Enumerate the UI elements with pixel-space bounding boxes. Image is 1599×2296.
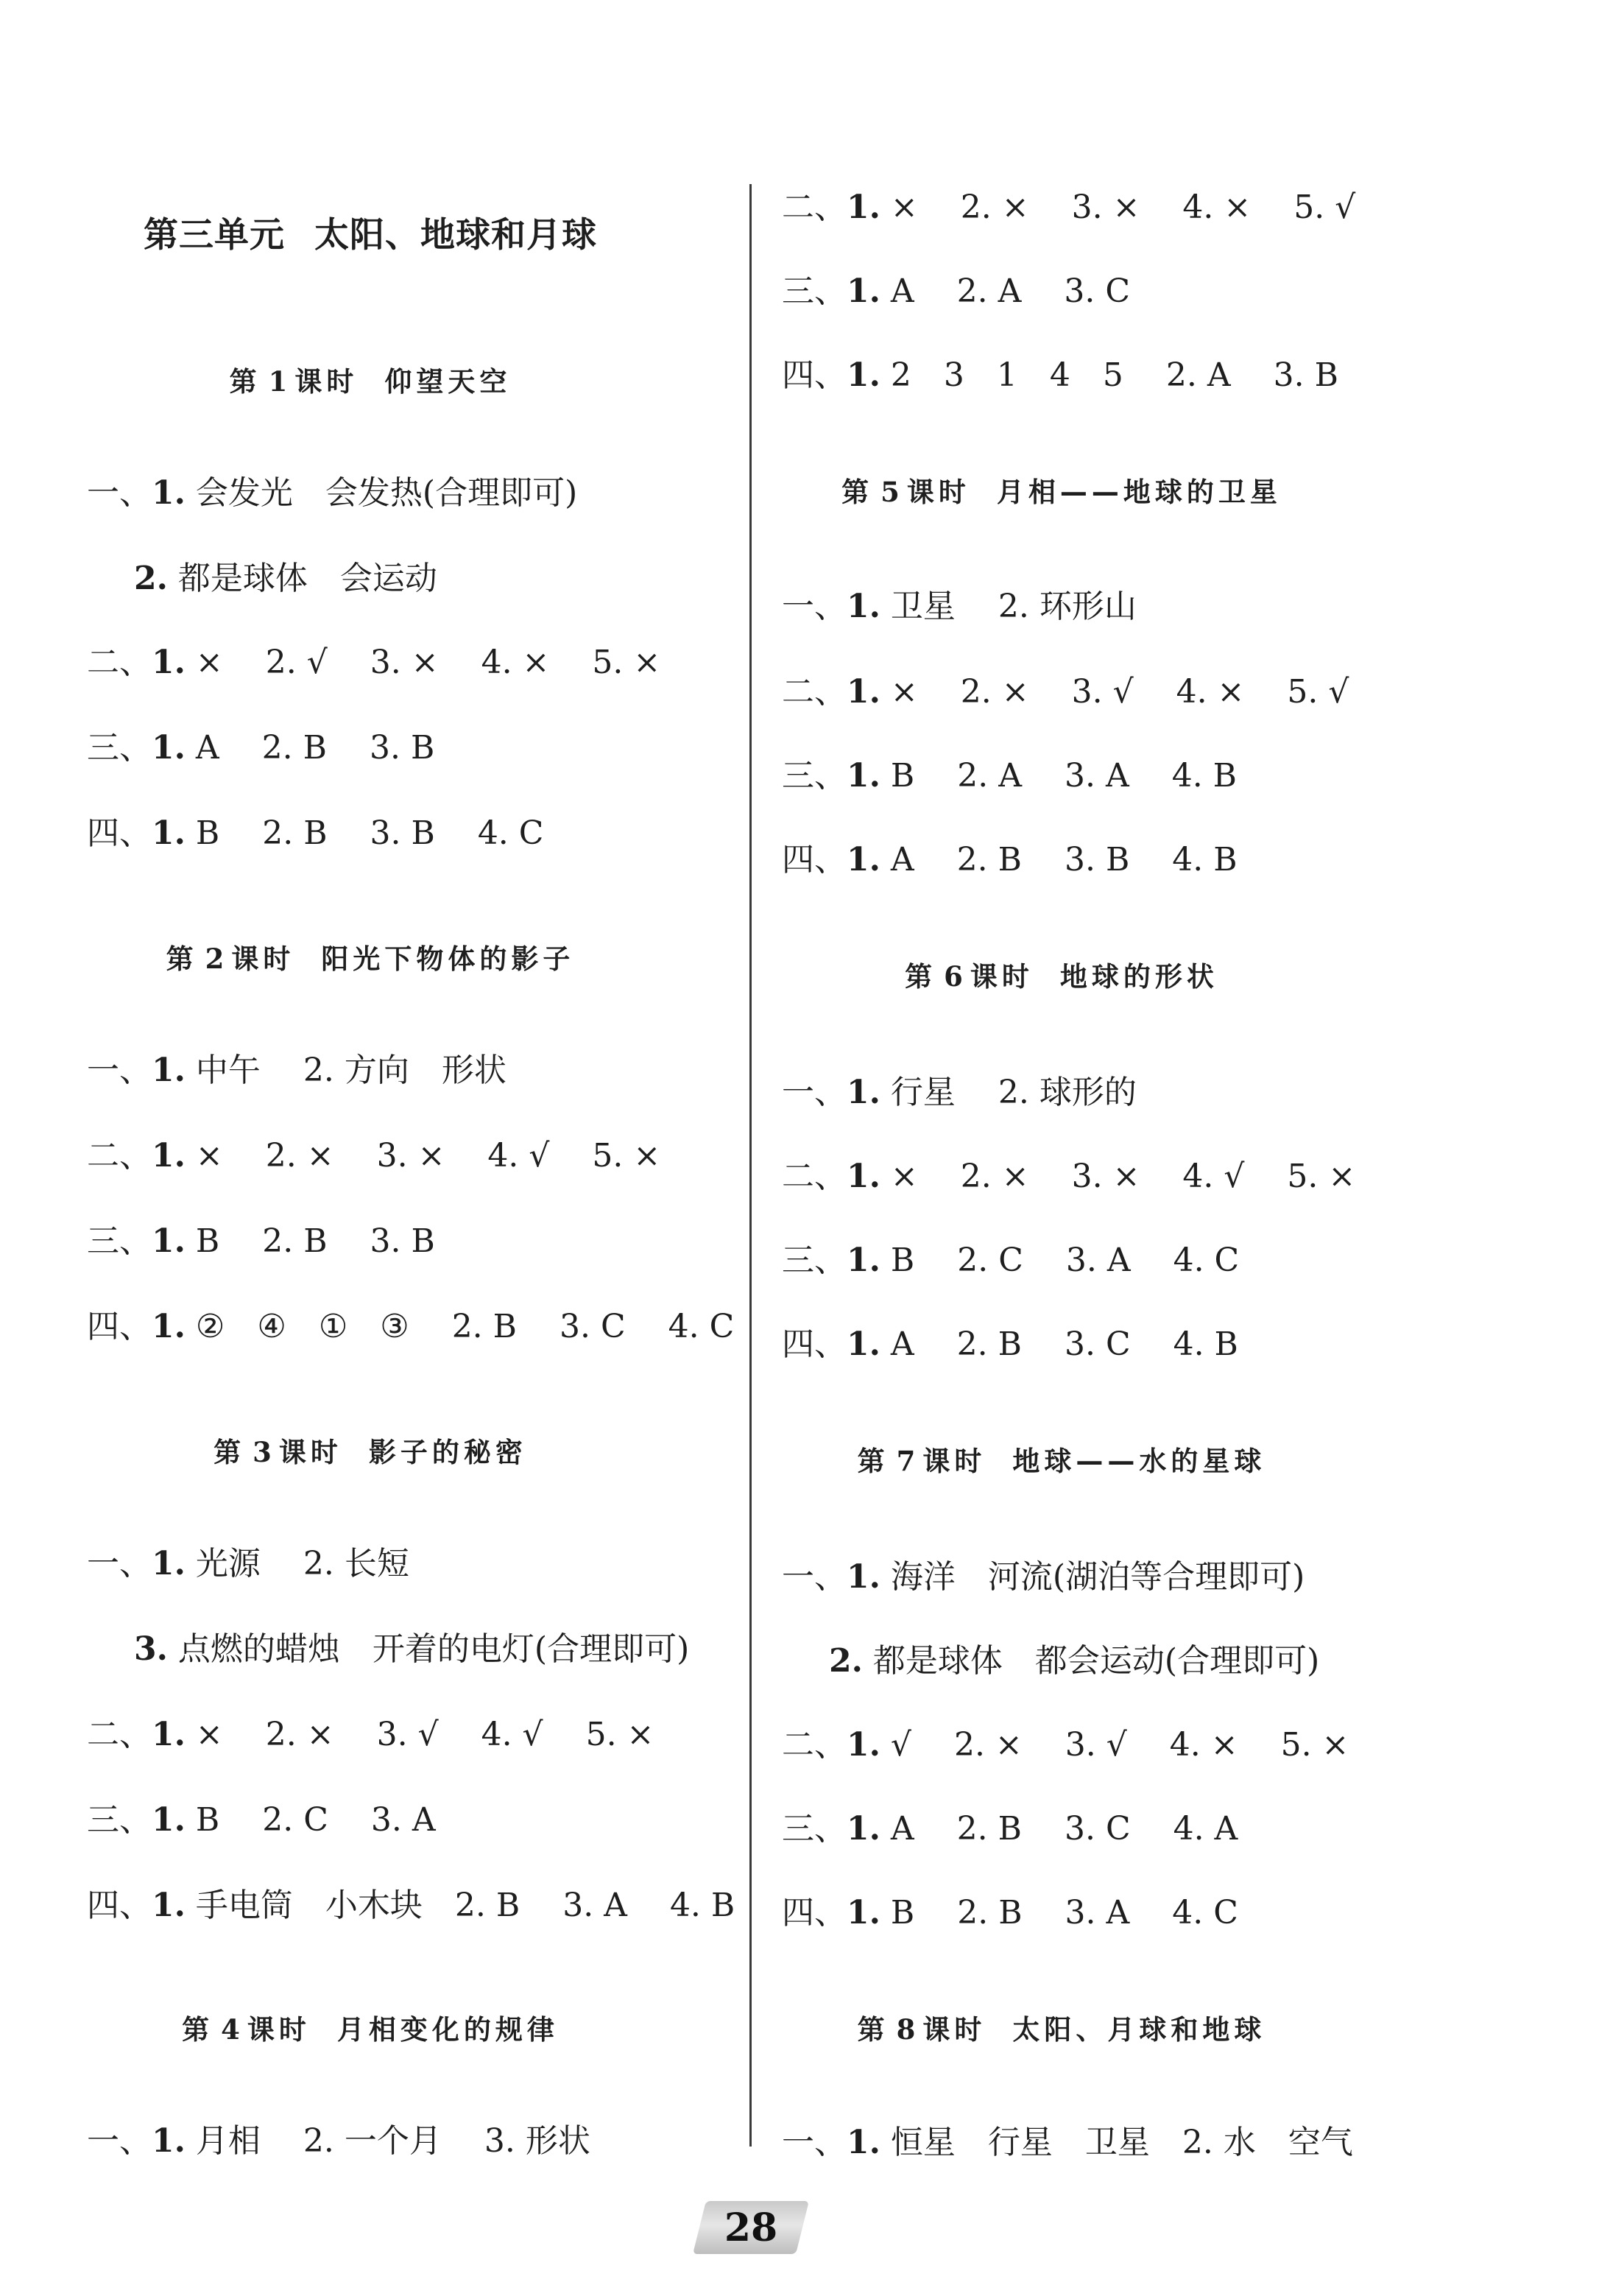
question-number: 1. bbox=[847, 2124, 880, 2161]
answer-text: B 2. B 3. B bbox=[185, 1222, 435, 1260]
question-number: 1. bbox=[152, 1052, 186, 1089]
lesson-prefix: 第 bbox=[166, 943, 198, 975]
answer-text: 行星 2. 球形的 bbox=[880, 1074, 1137, 1111]
section-lead: 二、 bbox=[782, 1158, 847, 1195]
question-number: 1. bbox=[847, 356, 880, 394]
section-lead: 一、 bbox=[782, 588, 847, 625]
answer-line bbox=[87, 729, 435, 767]
answer-text: B 2. B 3. A 4. C bbox=[880, 1894, 1238, 1931]
section-lead: 一、 bbox=[782, 1074, 847, 1111]
answer-text: A 2. B 3. B 4. B bbox=[880, 841, 1238, 878]
answer-line bbox=[782, 1074, 1137, 1111]
question-number: 1. bbox=[152, 1222, 186, 1260]
answer-line bbox=[87, 1222, 435, 1260]
section-lead: 一、 bbox=[782, 1558, 847, 1596]
answer-line bbox=[782, 1894, 1238, 1931]
section-lead: 二、 bbox=[87, 1137, 152, 1175]
section-lead: 四、 bbox=[782, 1894, 847, 1931]
answer-text: 都是球体 都会运动(合理即可) bbox=[862, 1642, 1320, 1680]
answer-text: ② ④ ① ③ 2. B 3. C 4. C bbox=[185, 1308, 735, 1345]
question-number: 1. bbox=[847, 841, 880, 878]
answer-line bbox=[782, 673, 1349, 711]
question-number: 1. bbox=[847, 757, 880, 795]
lesson-suffix: 课时 bbox=[294, 366, 359, 398]
answer-text: 中午 2. 方向 形状 bbox=[185, 1052, 506, 1089]
unit-title bbox=[87, 208, 654, 257]
answer-line bbox=[782, 1642, 1320, 1680]
section-lead: 四、 bbox=[87, 814, 152, 852]
question-number: 1. bbox=[847, 1158, 880, 1195]
lesson-prefix: 第 bbox=[182, 2014, 214, 2046]
question-number: 1. bbox=[152, 1308, 186, 1345]
question-number: 1. bbox=[847, 1894, 880, 1931]
lesson-suffix: 课时 bbox=[231, 943, 295, 975]
answer-text: 海洋 河流(湖泊等合理即可) bbox=[880, 1558, 1305, 1596]
answer-line bbox=[782, 1810, 1238, 1848]
answer-line bbox=[782, 588, 1137, 625]
lesson-title: 阳光下物体的影子 bbox=[321, 943, 575, 975]
section-lead: 三、 bbox=[782, 757, 847, 795]
answer-line bbox=[87, 814, 544, 852]
answer-text: × 2. × 3. × 4. √ 5. × bbox=[880, 1158, 1356, 1195]
question-number: 1. bbox=[152, 1801, 186, 1839]
lesson-suffix: 课时 bbox=[247, 2014, 311, 2046]
answer-line bbox=[87, 1054, 506, 1087]
answer-line bbox=[87, 1137, 661, 1175]
answer-line bbox=[87, 1545, 409, 1582]
lesson-number: 6 bbox=[944, 960, 963, 993]
section-lead: 三、 bbox=[782, 272, 847, 310]
lesson-heading bbox=[87, 937, 654, 976]
section-lead: 一、 bbox=[782, 2124, 847, 2161]
answer-line bbox=[782, 1726, 1349, 1764]
section-lead: 三、 bbox=[87, 729, 152, 767]
answer-line bbox=[87, 1630, 690, 1668]
lesson-title: 仰望天空 bbox=[384, 366, 512, 398]
section-lead: 四、 bbox=[87, 1887, 152, 1924]
section-lead: 二、 bbox=[87, 1716, 152, 1753]
lesson-number: 1 bbox=[268, 365, 288, 398]
lesson-title: 地球的形状 bbox=[1059, 961, 1218, 993]
answer-text: A 2. B 3. C 4. A bbox=[880, 1810, 1238, 1848]
lesson-heading bbox=[87, 2007, 654, 2047]
lesson-prefix: 第 bbox=[905, 961, 937, 993]
answer-text: 卫星 2. 环形山 bbox=[880, 588, 1137, 625]
answer-line bbox=[782, 191, 1355, 224]
answer-text: × 2. × 3. √ 4. × 5. √ bbox=[880, 673, 1349, 711]
lesson-heading bbox=[87, 359, 654, 399]
lesson-suffix: 课时 bbox=[970, 961, 1034, 993]
answer-line bbox=[87, 1887, 735, 1924]
section-lead: 一、 bbox=[87, 474, 152, 512]
section-lead: 四、 bbox=[87, 1308, 152, 1345]
question-number: 1. bbox=[152, 644, 186, 681]
page-number: 28 bbox=[724, 2205, 778, 2250]
question-number: 1. bbox=[152, 1716, 186, 1753]
question-number: 1. bbox=[847, 189, 880, 226]
section-lead: 三、 bbox=[782, 1242, 847, 1279]
question-number: 1. bbox=[152, 2122, 186, 2160]
answer-line bbox=[782, 1558, 1305, 1596]
question-number: 1. bbox=[152, 814, 186, 852]
question-number: 1. bbox=[847, 588, 880, 625]
answer-line bbox=[782, 356, 1338, 394]
lesson-heading bbox=[87, 1430, 654, 1470]
question-number: 1. bbox=[847, 272, 880, 310]
unit-title-name: 太阳、地球和月球 bbox=[314, 215, 597, 256]
answer-line bbox=[782, 1244, 1239, 1277]
lesson-heading bbox=[782, 954, 1341, 994]
section-lead: 四、 bbox=[782, 841, 847, 878]
question-number: 1. bbox=[847, 1726, 880, 1764]
lesson-prefix: 第 bbox=[857, 1445, 889, 1477]
lesson-number: 5 bbox=[880, 476, 900, 508]
answer-line bbox=[782, 1158, 1356, 1195]
lesson-prefix: 第 bbox=[229, 366, 261, 398]
section-lead: 二、 bbox=[782, 189, 847, 226]
question-number: 3. bbox=[134, 1630, 168, 1668]
lesson-title: 月相——地球的卫星 bbox=[996, 476, 1282, 508]
question-number: 1. bbox=[152, 1545, 186, 1582]
lesson-title: 地球——水的星球 bbox=[1012, 1445, 1266, 1477]
question-number: 2. bbox=[134, 560, 168, 597]
answer-line bbox=[87, 1716, 654, 1753]
question-number: 1. bbox=[847, 1074, 880, 1111]
answer-text: 都是球体 会运动 bbox=[167, 560, 437, 597]
answer-text: A 2. B 3. B bbox=[185, 729, 435, 767]
lesson-number: 7 bbox=[896, 1445, 916, 1477]
section-lead: 一、 bbox=[87, 2122, 152, 2160]
question-number: 1. bbox=[847, 673, 880, 711]
question-number: 1. bbox=[847, 1325, 880, 1363]
lesson-number: 4 bbox=[221, 2013, 240, 2046]
answer-line bbox=[87, 644, 661, 681]
lesson-prefix: 第 bbox=[213, 1437, 246, 1468]
section-lead: 三、 bbox=[87, 1222, 152, 1260]
section-lead: 二、 bbox=[782, 673, 847, 711]
answer-line bbox=[782, 2124, 1353, 2161]
lesson-prefix: 第 bbox=[841, 476, 874, 508]
answer-text: √ 2. × 3. √ 4. × 5. × bbox=[880, 1726, 1349, 1764]
section-lead: 四、 bbox=[782, 356, 847, 394]
lesson-prefix: 第 bbox=[857, 2014, 889, 2046]
page-number-badge bbox=[699, 2198, 802, 2258]
answer-text: × 2. × 3. × 4. √ 5. × bbox=[185, 1137, 661, 1175]
answer-line bbox=[87, 560, 437, 597]
section-lead: 二、 bbox=[87, 644, 152, 681]
answer-line bbox=[87, 1801, 436, 1839]
question-number: 1. bbox=[152, 729, 186, 767]
question-number: 2. bbox=[829, 1642, 863, 1680]
question-number: 1. bbox=[847, 1242, 880, 1279]
section-lead: 三、 bbox=[87, 1801, 152, 1839]
answer-text: 手电筒 小木块 2. B 3. A 4. B bbox=[185, 1887, 735, 1924]
answer-line bbox=[782, 757, 1238, 795]
lesson-number: 2 bbox=[205, 943, 225, 975]
answer-text: 恒星 行星 卫星 2. 水 空气 bbox=[880, 2124, 1353, 2161]
unit-title-number: 第三单元 bbox=[144, 215, 285, 256]
question-number: 1. bbox=[152, 1887, 186, 1924]
answer-line bbox=[782, 272, 1131, 310]
question-number: 1. bbox=[152, 1137, 186, 1175]
answer-text: B 2. C 3. A 4. C bbox=[880, 1242, 1240, 1279]
lesson-title: 月相变化的规律 bbox=[336, 2014, 559, 2046]
section-lead: 一、 bbox=[87, 1052, 152, 1089]
column-divider bbox=[749, 184, 752, 2147]
lesson-title: 影子的秘密 bbox=[368, 1437, 527, 1468]
lesson-suffix: 课时 bbox=[922, 1445, 986, 1477]
lesson-suffix: 课时 bbox=[906, 476, 970, 508]
lesson-heading bbox=[782, 1439, 1341, 1479]
question-number: 1. bbox=[847, 1810, 880, 1848]
answer-text: A 2. A 3. C bbox=[880, 272, 1131, 310]
answer-line bbox=[782, 841, 1238, 878]
answer-text: 光源 2. 长短 bbox=[185, 1545, 409, 1582]
answer-line bbox=[782, 1325, 1238, 1363]
answer-line bbox=[87, 2122, 590, 2160]
section-lead: 三、 bbox=[782, 1810, 847, 1848]
lesson-heading bbox=[782, 470, 1341, 510]
answer-text: B 2. C 3. A bbox=[185, 1801, 436, 1839]
answer-text: × 2. √ 3. × 4. × 5. × bbox=[185, 644, 661, 681]
answer-text: 月相 2. 一个月 3. 形状 bbox=[185, 2122, 590, 2160]
lesson-suffix: 课时 bbox=[278, 1437, 342, 1468]
lesson-number: 3 bbox=[253, 1436, 272, 1468]
section-lead: 二、 bbox=[782, 1726, 847, 1764]
answer-text: 2 3 1 4 5 2. A 3. B bbox=[880, 356, 1338, 394]
answer-text: 点燃的蜡烛 开着的电灯(合理即可) bbox=[167, 1630, 690, 1668]
lesson-number: 8 bbox=[896, 2013, 916, 2046]
answer-text: 会发光 会发热(合理即可) bbox=[185, 474, 578, 512]
answer-text: A 2. B 3. C 4. B bbox=[880, 1325, 1238, 1363]
section-lead: 四、 bbox=[782, 1325, 847, 1363]
section-lead: 一、 bbox=[87, 1545, 152, 1582]
answer-text: × 2. × 3. √ 4. √ 5. × bbox=[185, 1716, 654, 1753]
lesson-title: 太阳、月球和地球 bbox=[1012, 2014, 1266, 2046]
question-number: 1. bbox=[152, 474, 186, 512]
answer-line bbox=[87, 1308, 735, 1345]
lesson-heading bbox=[782, 2007, 1341, 2047]
answer-line bbox=[87, 474, 578, 512]
question-number: 1. bbox=[847, 1558, 880, 1596]
lesson-suffix: 课时 bbox=[922, 2014, 986, 2046]
answer-text: B 2. B 3. B 4. C bbox=[185, 814, 544, 852]
answer-text: × 2. × 3. × 4. × 5. √ bbox=[880, 189, 1356, 226]
answer-text: B 2. A 3. A 4. B bbox=[880, 757, 1238, 795]
